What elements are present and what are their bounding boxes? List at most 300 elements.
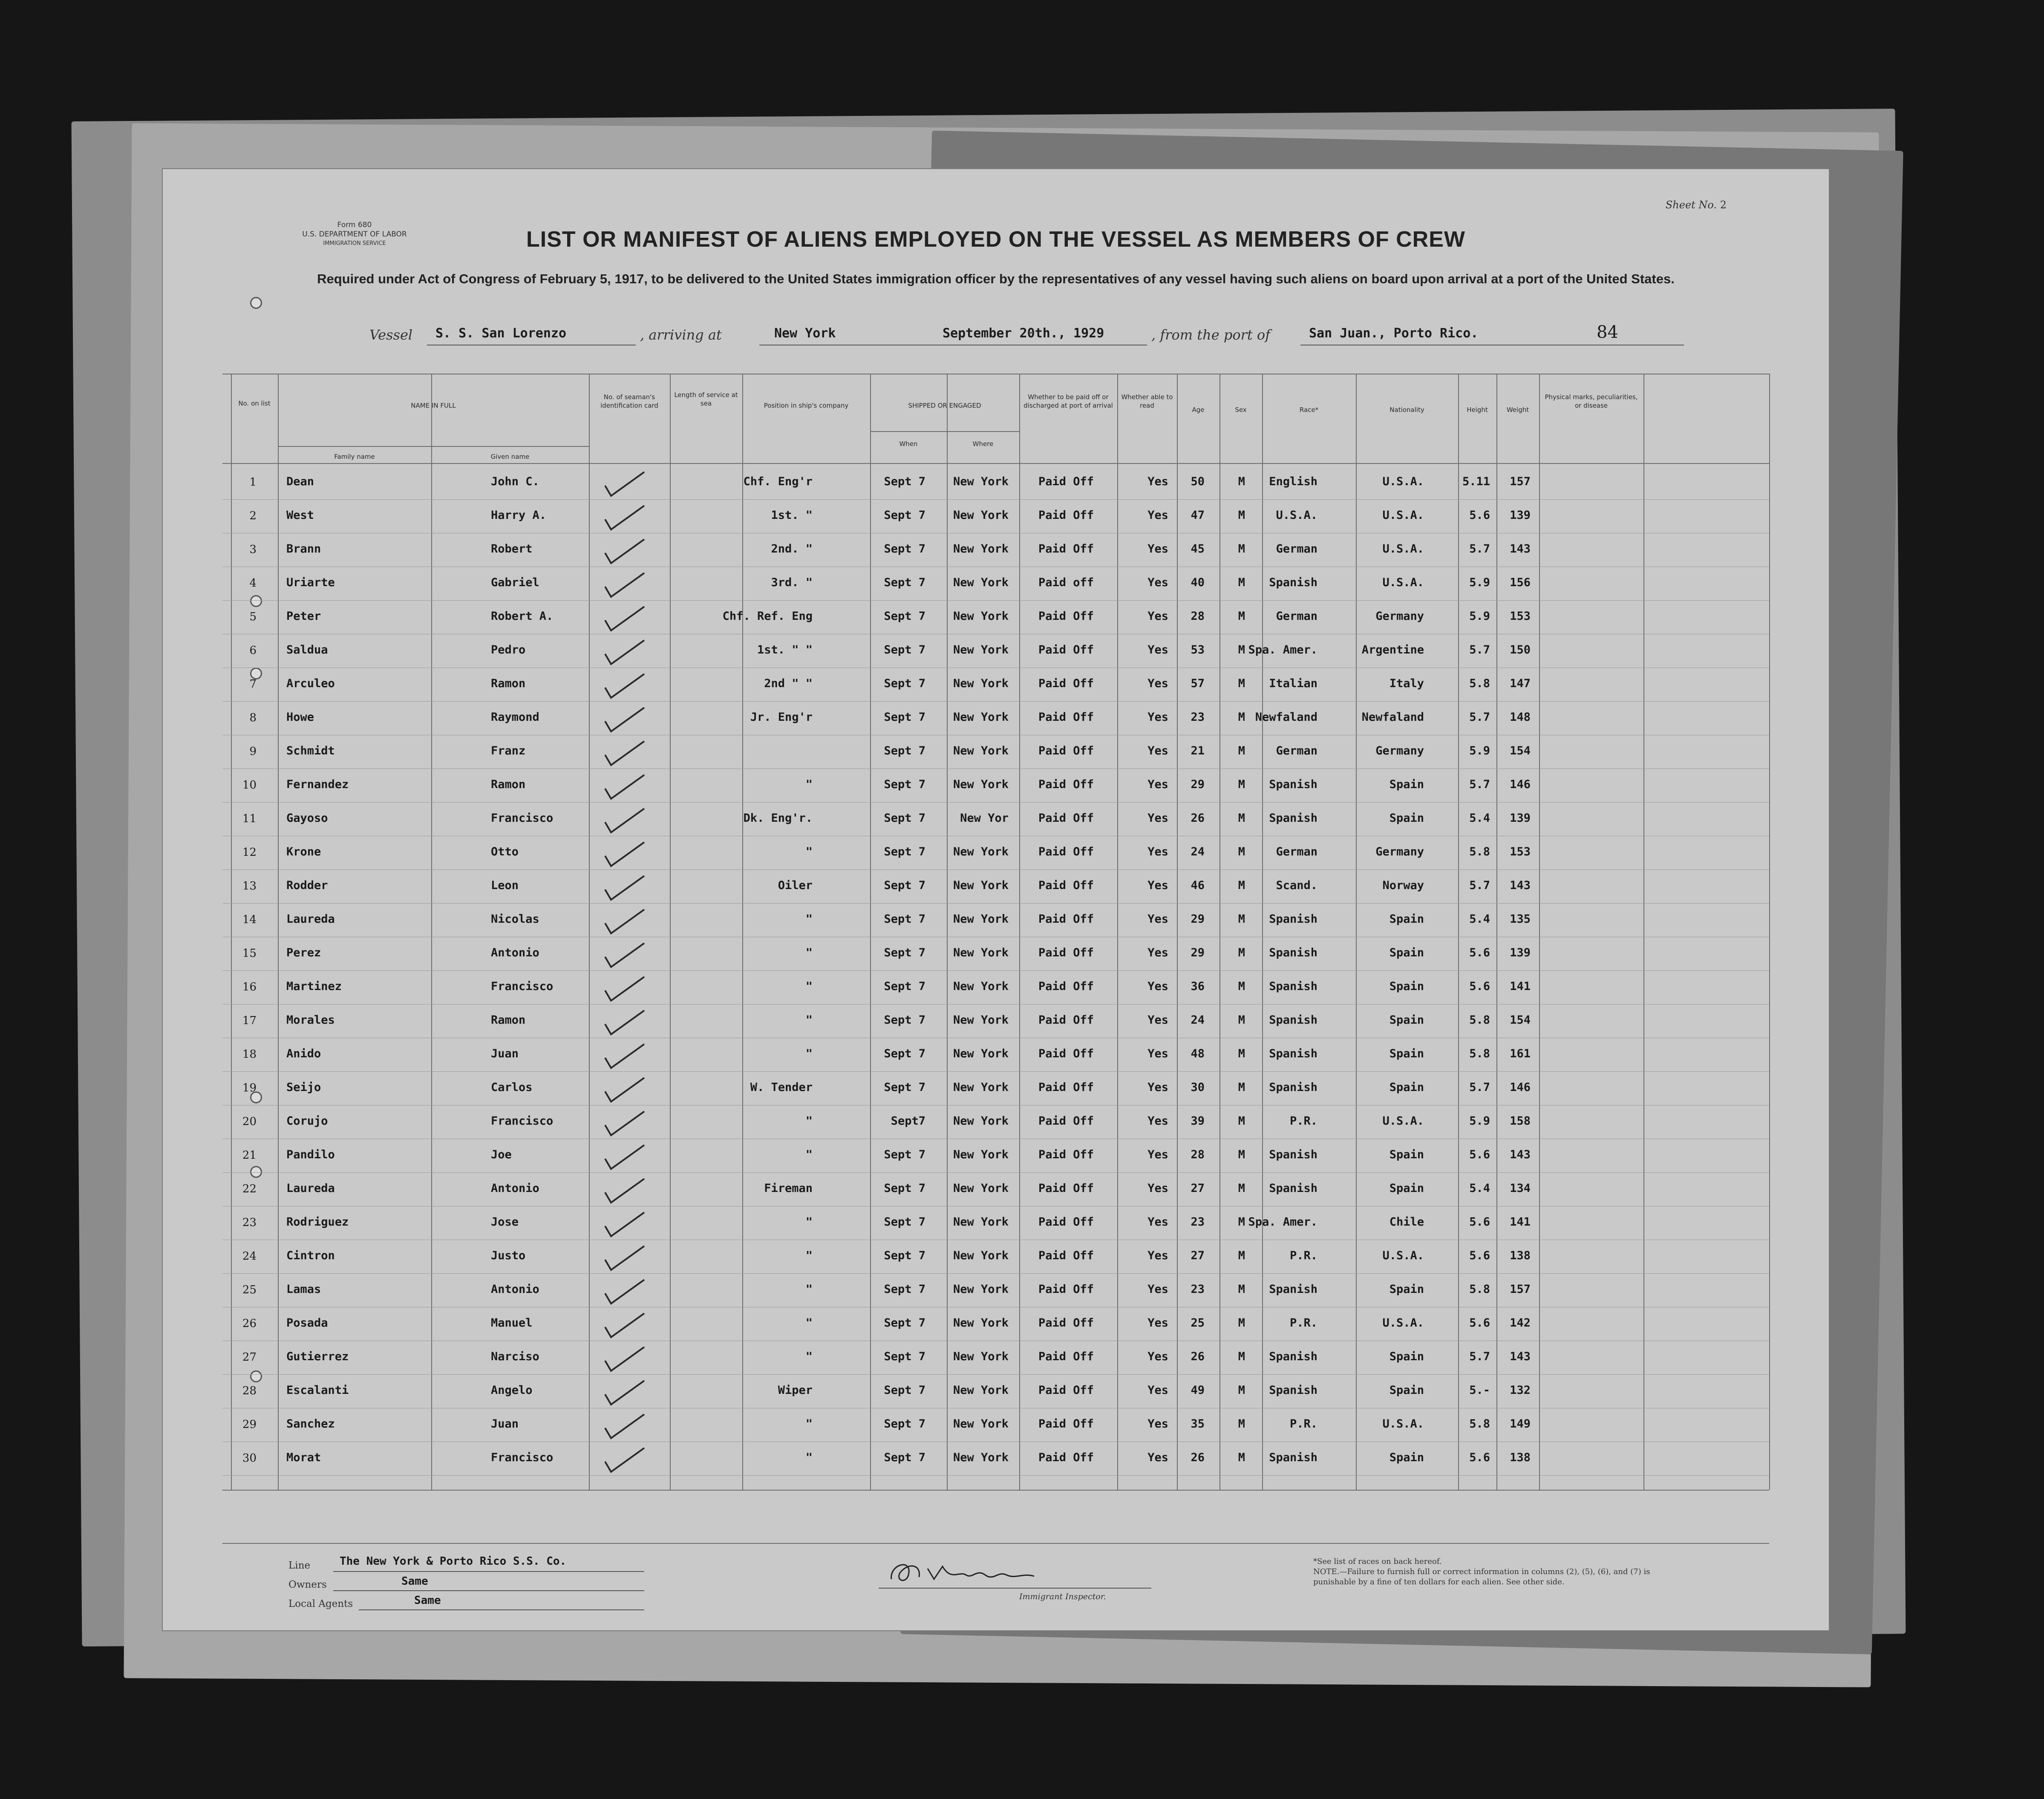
from-port: San Juan., Porto Rico.	[1309, 326, 1479, 341]
position: "	[805, 1350, 813, 1363]
height: 5.7	[1469, 778, 1490, 791]
paid-off-status: Paid Off	[1038, 711, 1094, 724]
line-label: Line	[288, 1560, 311, 1571]
table-row-rule	[222, 903, 1769, 904]
sex: M	[1238, 1249, 1245, 1262]
family-name: Krone	[286, 845, 321, 858]
age: 27	[1191, 1249, 1205, 1262]
position: "	[805, 1114, 813, 1128]
nationality: Spain	[1389, 1182, 1424, 1195]
arriving-label: , arriving at	[640, 327, 722, 343]
nationality: Spain	[1389, 946, 1424, 959]
sex: M	[1238, 1417, 1245, 1431]
age: 57	[1191, 677, 1205, 690]
owners-value: Same	[401, 1575, 428, 1588]
sex: M	[1238, 845, 1245, 858]
sex: M	[1238, 576, 1245, 589]
checkmark-icon	[602, 638, 649, 668]
able-to-read: Yes	[1147, 1350, 1168, 1363]
weight: 156	[1510, 576, 1531, 589]
checkmark-icon	[602, 570, 649, 600]
able-to-read: Yes	[1147, 1384, 1168, 1397]
position: Chf. Ref. Eng	[722, 610, 813, 623]
shipped-where: New York	[953, 1148, 1009, 1161]
position: "	[805, 1148, 813, 1161]
family-name: Martinez	[286, 980, 342, 993]
given-name: Angelo	[491, 1384, 533, 1397]
weight: 154	[1510, 1013, 1531, 1027]
service-name: IMMIGRATION SERVICE	[323, 240, 386, 247]
table-header-rule	[222, 463, 1769, 464]
given-name: Carlos	[491, 1081, 533, 1094]
race: Spanish	[1269, 812, 1318, 825]
given-name: Otto	[491, 845, 519, 858]
shipped-where: New York	[953, 576, 1009, 589]
column-rule	[1019, 374, 1020, 1490]
inspector-signature	[887, 1556, 1092, 1590]
sex: M	[1238, 643, 1245, 656]
weight: 146	[1510, 1081, 1531, 1094]
sex: M	[1238, 1350, 1245, 1363]
shipped-where: New York	[953, 509, 1009, 522]
paid-off-status: Paid Off	[1038, 1047, 1094, 1060]
row-number: 9	[249, 745, 257, 758]
able-to-read: Yes	[1147, 1148, 1168, 1161]
able-to-read: Yes	[1147, 542, 1168, 556]
height: 5.6	[1469, 1215, 1490, 1229]
weight: 157	[1510, 1283, 1531, 1296]
able-to-read: Yes	[1147, 912, 1168, 926]
checkmark-icon	[602, 1378, 649, 1408]
weight: 143	[1510, 1350, 1531, 1363]
paid-off-status: Paid Off	[1038, 879, 1094, 892]
family-name: Arculeo	[286, 677, 335, 690]
given-name: Ramon	[491, 677, 526, 690]
checkmark-icon	[602, 1344, 649, 1374]
column-rule	[1262, 374, 1263, 1490]
row-number: 24	[242, 1250, 257, 1263]
shipped-where: New York	[953, 778, 1009, 791]
shipped-where: New York	[953, 946, 1009, 959]
age: 26	[1191, 1451, 1205, 1464]
weight: 161	[1510, 1047, 1531, 1060]
arriving-port: New York	[774, 326, 836, 341]
shipped-where: New York	[953, 845, 1009, 858]
sex: M	[1238, 812, 1245, 825]
paid-off-status: Paid Off	[1038, 1182, 1094, 1195]
table-row-rule	[222, 1374, 1769, 1375]
owners-label: Owners	[288, 1579, 327, 1590]
header-position: Position in ship's company	[764, 402, 849, 409]
height: 5.6	[1469, 1249, 1490, 1262]
shipped-when: Sept 7	[884, 1451, 925, 1464]
age: 29	[1191, 946, 1205, 959]
nationality: Spain	[1389, 1013, 1424, 1027]
header-where: Where	[972, 440, 994, 448]
age: 46	[1191, 879, 1205, 892]
given-name: Joe	[491, 1148, 512, 1161]
sex: M	[1238, 509, 1245, 522]
checkmark-icon	[602, 873, 649, 903]
height: 5.6	[1469, 1451, 1490, 1464]
header-paid-off: Whether to be paid off or discharged at port of arrival	[1023, 393, 1113, 409]
weight: 141	[1510, 980, 1531, 993]
race: Newfaland	[1255, 711, 1318, 724]
shipped-header-rule	[870, 431, 1019, 432]
height: 5.7	[1469, 879, 1490, 892]
able-to-read: Yes	[1147, 1215, 1168, 1229]
table-row-rule	[222, 499, 1769, 500]
height: 5.4	[1469, 912, 1490, 926]
able-to-read: Yes	[1147, 812, 1168, 825]
age: 28	[1191, 610, 1205, 623]
height: 5.8	[1469, 1283, 1490, 1296]
sex: M	[1238, 980, 1245, 993]
checkmark-icon	[602, 1243, 649, 1273]
line-value: The New York & Porto Rico S.S. Co.	[340, 1555, 567, 1568]
nationality: Argentine	[1361, 643, 1424, 656]
paid-off-status: Paid Off	[1038, 1417, 1094, 1431]
position: "	[805, 912, 813, 926]
shipped-where: New York	[953, 1316, 1009, 1330]
sheet-number-field	[1666, 199, 1727, 211]
checkmark-icon	[602, 1445, 649, 1475]
position: W. Tender	[750, 1081, 813, 1094]
shipped-where: New York	[953, 711, 1009, 724]
race: P.R.	[1289, 1417, 1318, 1431]
arrival-date: September 20th., 1929	[943, 326, 1104, 341]
paid-off-status: Paid Off	[1038, 1350, 1094, 1363]
able-to-read: Yes	[1147, 980, 1168, 993]
age: 23	[1191, 1283, 1205, 1296]
table-row-rule	[222, 802, 1769, 803]
row-number: 3	[249, 543, 257, 556]
checkmark-icon	[602, 1008, 649, 1038]
shipped-when: Sept 7	[884, 845, 925, 858]
sex: M	[1238, 1081, 1245, 1094]
checkmark-icon	[602, 1210, 649, 1240]
header-family-name: Family name	[334, 453, 375, 461]
shipped-when: Sept 7	[884, 677, 925, 690]
height: 5.4	[1469, 1182, 1490, 1195]
shipped-where: New York	[953, 980, 1009, 993]
column-rule	[1643, 374, 1644, 1490]
checkmark-icon	[602, 806, 649, 836]
checkmark-icon	[602, 1143, 649, 1172]
vessel-name: S. S. San Lorenzo	[435, 326, 567, 341]
able-to-read: Yes	[1147, 576, 1168, 589]
age: 36	[1191, 980, 1205, 993]
row-number: 8	[249, 711, 257, 724]
height: 5.8	[1469, 845, 1490, 858]
nationality: Spain	[1389, 778, 1424, 791]
height: 5.7	[1469, 711, 1490, 724]
position: Fireman	[764, 1182, 813, 1195]
race: Spanish	[1269, 1081, 1318, 1094]
shipped-where: New York	[953, 1384, 1009, 1397]
position: "	[805, 778, 813, 791]
shipped-when: Sept 7	[884, 980, 925, 993]
row-number: 12	[242, 846, 257, 859]
weight: 146	[1510, 778, 1531, 791]
family-name: Lamas	[286, 1283, 321, 1296]
shipped-when: Sept 7	[884, 778, 925, 791]
weight: 143	[1510, 542, 1531, 556]
checkmark-icon	[602, 1412, 649, 1442]
nationality: Spain	[1389, 1283, 1424, 1296]
weight: 142	[1510, 1316, 1531, 1330]
column-rule	[1117, 374, 1118, 1490]
age: 29	[1191, 778, 1205, 791]
nationality: U.S.A.	[1382, 576, 1424, 589]
sex: M	[1238, 677, 1245, 690]
position: "	[805, 1316, 813, 1330]
header-race: Race*	[1299, 406, 1319, 414]
position: Dk. Eng'r.	[743, 812, 813, 825]
able-to-read: Yes	[1147, 1283, 1168, 1296]
nationality: U.S.A.	[1382, 1249, 1424, 1262]
header-age: Age	[1192, 406, 1205, 414]
sex: M	[1238, 1451, 1245, 1464]
checkmark-icon	[602, 1075, 649, 1105]
shipped-when: Sept 7	[884, 509, 925, 522]
shipped-when: Sept 7	[884, 1350, 925, 1363]
weight: 158	[1510, 1114, 1531, 1128]
given-name: Pedro	[491, 643, 526, 656]
given-name: Antonio	[491, 946, 539, 959]
age: 24	[1191, 1013, 1205, 1027]
height: 5.6	[1469, 509, 1490, 522]
position: "	[805, 1249, 813, 1262]
family-name: Peter	[286, 610, 321, 623]
shipped-where: New York	[953, 1182, 1009, 1195]
sex: M	[1238, 1148, 1245, 1161]
header-physical: Physical marks, peculiarities, or disease	[1545, 393, 1638, 409]
able-to-read: Yes	[1147, 1114, 1168, 1128]
header-when: When	[899, 440, 918, 448]
header-nationality: Nationality	[1390, 406, 1424, 414]
race: Spanish	[1269, 1283, 1318, 1296]
paid-off-status: Paid Off	[1038, 509, 1094, 522]
position: "	[805, 946, 813, 959]
column-rule	[670, 374, 671, 1490]
race: Spa. Amer.	[1248, 1215, 1318, 1229]
given-name: Francisco	[491, 1114, 554, 1128]
checkmark-icon	[602, 974, 649, 1004]
position: 3rd. "	[771, 576, 813, 589]
shipped-where: New York	[953, 677, 1009, 690]
sex: M	[1238, 1215, 1245, 1229]
checkmark-icon	[602, 1042, 649, 1071]
shipped-when: Sept 7	[884, 1182, 925, 1195]
row-number: 18	[242, 1048, 257, 1061]
column-rule	[1219, 374, 1220, 1490]
checkmark-icon	[602, 469, 649, 499]
shipped-when: Sept7	[891, 1114, 925, 1128]
family-name: Gayoso	[286, 812, 328, 825]
sex: M	[1238, 1114, 1245, 1128]
shipped-when: Sept 7	[884, 744, 925, 757]
paid-off-status: Paid Off	[1038, 610, 1094, 623]
nationality: U.S.A.	[1382, 1316, 1424, 1330]
race: Spanish	[1269, 1451, 1318, 1464]
family-name: Escalanti	[286, 1384, 349, 1397]
weight: 149	[1510, 1417, 1531, 1431]
position: "	[805, 1417, 813, 1431]
column-rule	[870, 374, 871, 1490]
race: Spa. Amer.	[1248, 643, 1318, 656]
paid-off-status: Paid Off	[1038, 980, 1094, 993]
given-name: Antonio	[491, 1283, 539, 1296]
family-name: Corujo	[286, 1114, 328, 1128]
age: 35	[1191, 1417, 1205, 1431]
row-number: 26	[242, 1317, 257, 1330]
sex: M	[1238, 879, 1245, 892]
family-name: Pandilo	[286, 1148, 335, 1161]
from-port-label: , from the port of	[1151, 327, 1271, 343]
nationality: Norway	[1382, 879, 1424, 892]
row-number: 23	[242, 1216, 257, 1229]
able-to-read: Yes	[1147, 845, 1168, 858]
nationality: Spain	[1389, 1148, 1424, 1161]
able-to-read: Yes	[1147, 744, 1168, 757]
given-name: Harry A.	[491, 509, 547, 522]
sheet-number-value: 2	[1720, 199, 1727, 211]
able-to-read: Yes	[1147, 1249, 1168, 1262]
shipped-where: New Yor	[960, 812, 1009, 825]
shipped-where: New York	[953, 879, 1009, 892]
page-subtitle: Required under Act of Congress of February 5, 1917, to be delivered to the United States immigration officer by the representatives of any vessel having such aliens on board upon arrival at a port of the United States.	[317, 271, 1675, 286]
shipped-when: Sept 7	[884, 812, 925, 825]
position: Wiper	[778, 1384, 813, 1397]
table-row-rule	[222, 1071, 1769, 1072]
sex: M	[1238, 778, 1245, 791]
table-row-rule	[222, 970, 1769, 971]
nationality: Spain	[1389, 1047, 1424, 1060]
row-number: 16	[242, 981, 257, 993]
height: 5.6	[1469, 1316, 1490, 1330]
family-name: Sanchez	[286, 1417, 335, 1431]
age: 40	[1191, 576, 1205, 589]
weight: 132	[1510, 1384, 1531, 1397]
position: "	[805, 845, 813, 858]
position: "	[805, 1451, 813, 1464]
sex: M	[1238, 1182, 1245, 1195]
shipped-when: Sept 7	[884, 1013, 925, 1027]
height: 5.6	[1469, 980, 1490, 993]
paid-off-status: Paid Off	[1038, 1451, 1094, 1464]
weight: 135	[1510, 912, 1531, 926]
column-rule	[742, 374, 743, 1490]
given-name: Justo	[491, 1249, 526, 1262]
header-height: Height	[1467, 406, 1488, 414]
family-name: Brann	[286, 542, 321, 556]
row-number: 30	[242, 1452, 257, 1465]
race: Spanish	[1269, 1182, 1318, 1195]
given-name: Robert	[491, 542, 533, 556]
family-name: Saldua	[286, 643, 328, 656]
shipped-when: Sept 7	[884, 711, 925, 724]
header-no-on-list: No. on list	[238, 400, 271, 407]
shipped-where: New York	[953, 1417, 1009, 1431]
given-name: Gabriel	[491, 576, 539, 589]
given-name: Ramon	[491, 778, 526, 791]
able-to-read: Yes	[1147, 1081, 1168, 1094]
age: 53	[1191, 643, 1205, 656]
nationality: Spain	[1389, 1081, 1424, 1094]
given-name: Leon	[491, 879, 519, 892]
nationality: Spain	[1389, 1350, 1424, 1363]
height: 5.7	[1469, 542, 1490, 556]
row-number: 13	[242, 880, 257, 892]
age: 29	[1191, 912, 1205, 926]
row-number: 17	[242, 1014, 257, 1027]
shipped-when: Sept 7	[884, 576, 925, 589]
nationality: Germany	[1375, 610, 1424, 623]
able-to-read: Yes	[1147, 711, 1168, 724]
nationality: Germany	[1375, 744, 1424, 757]
column-rule	[947, 374, 948, 1490]
row-number: 1	[249, 476, 257, 489]
shipped-where: New York	[953, 643, 1009, 656]
row-number: 21	[242, 1149, 257, 1162]
shipped-when: Sept 7	[884, 643, 925, 656]
header-weight: Weight	[1506, 406, 1529, 414]
row-number: 5	[249, 610, 257, 623]
height: 5.8	[1469, 1013, 1490, 1027]
table-row-rule	[222, 1273, 1769, 1274]
header-able-read: Whether able to read	[1121, 393, 1173, 409]
shipped-where: New York	[953, 1451, 1009, 1464]
race: P.R.	[1289, 1249, 1318, 1262]
age: 50	[1191, 475, 1205, 488]
row-number: 15	[242, 947, 257, 960]
nationality: U.S.A.	[1382, 542, 1424, 556]
row-number: 4	[249, 577, 257, 590]
age: 28	[1191, 1148, 1205, 1161]
shipped-where: New York	[953, 1114, 1009, 1128]
given-name: Raymond	[491, 711, 539, 724]
header-id-card: No. of seaman's identification card	[600, 393, 658, 409]
checkmark-icon	[602, 941, 649, 970]
weight: 147	[1510, 677, 1531, 690]
shipped-where: New York	[953, 1047, 1009, 1060]
weight: 153	[1510, 845, 1531, 858]
family-name: Anido	[286, 1047, 321, 1060]
weight: 138	[1510, 1451, 1531, 1464]
given-name: Manuel	[491, 1316, 533, 1330]
checkmark-icon	[602, 772, 649, 802]
paid-off-status: Paid Off	[1038, 1013, 1094, 1027]
table-row-rule	[222, 1004, 1769, 1005]
shipped-where: New York	[953, 1350, 1009, 1363]
checkmark-icon	[602, 705, 649, 735]
department-name: U.S. DEPARTMENT OF LABOR	[302, 230, 407, 239]
nationality: Spain	[1389, 1451, 1424, 1464]
race: Spanish	[1269, 1384, 1318, 1397]
given-name: Robert A.	[491, 610, 554, 623]
position: 2nd. "	[771, 542, 813, 556]
weight: 150	[1510, 643, 1531, 656]
height: 5.9	[1469, 576, 1490, 589]
row-number: 14	[242, 913, 257, 926]
shipped-when: Sept 7	[884, 1283, 925, 1296]
table-row-rule	[222, 701, 1769, 702]
weight: 139	[1510, 946, 1531, 959]
weight: 141	[1510, 1215, 1531, 1229]
position: "	[805, 980, 813, 993]
shipped-where: New York	[953, 610, 1009, 623]
